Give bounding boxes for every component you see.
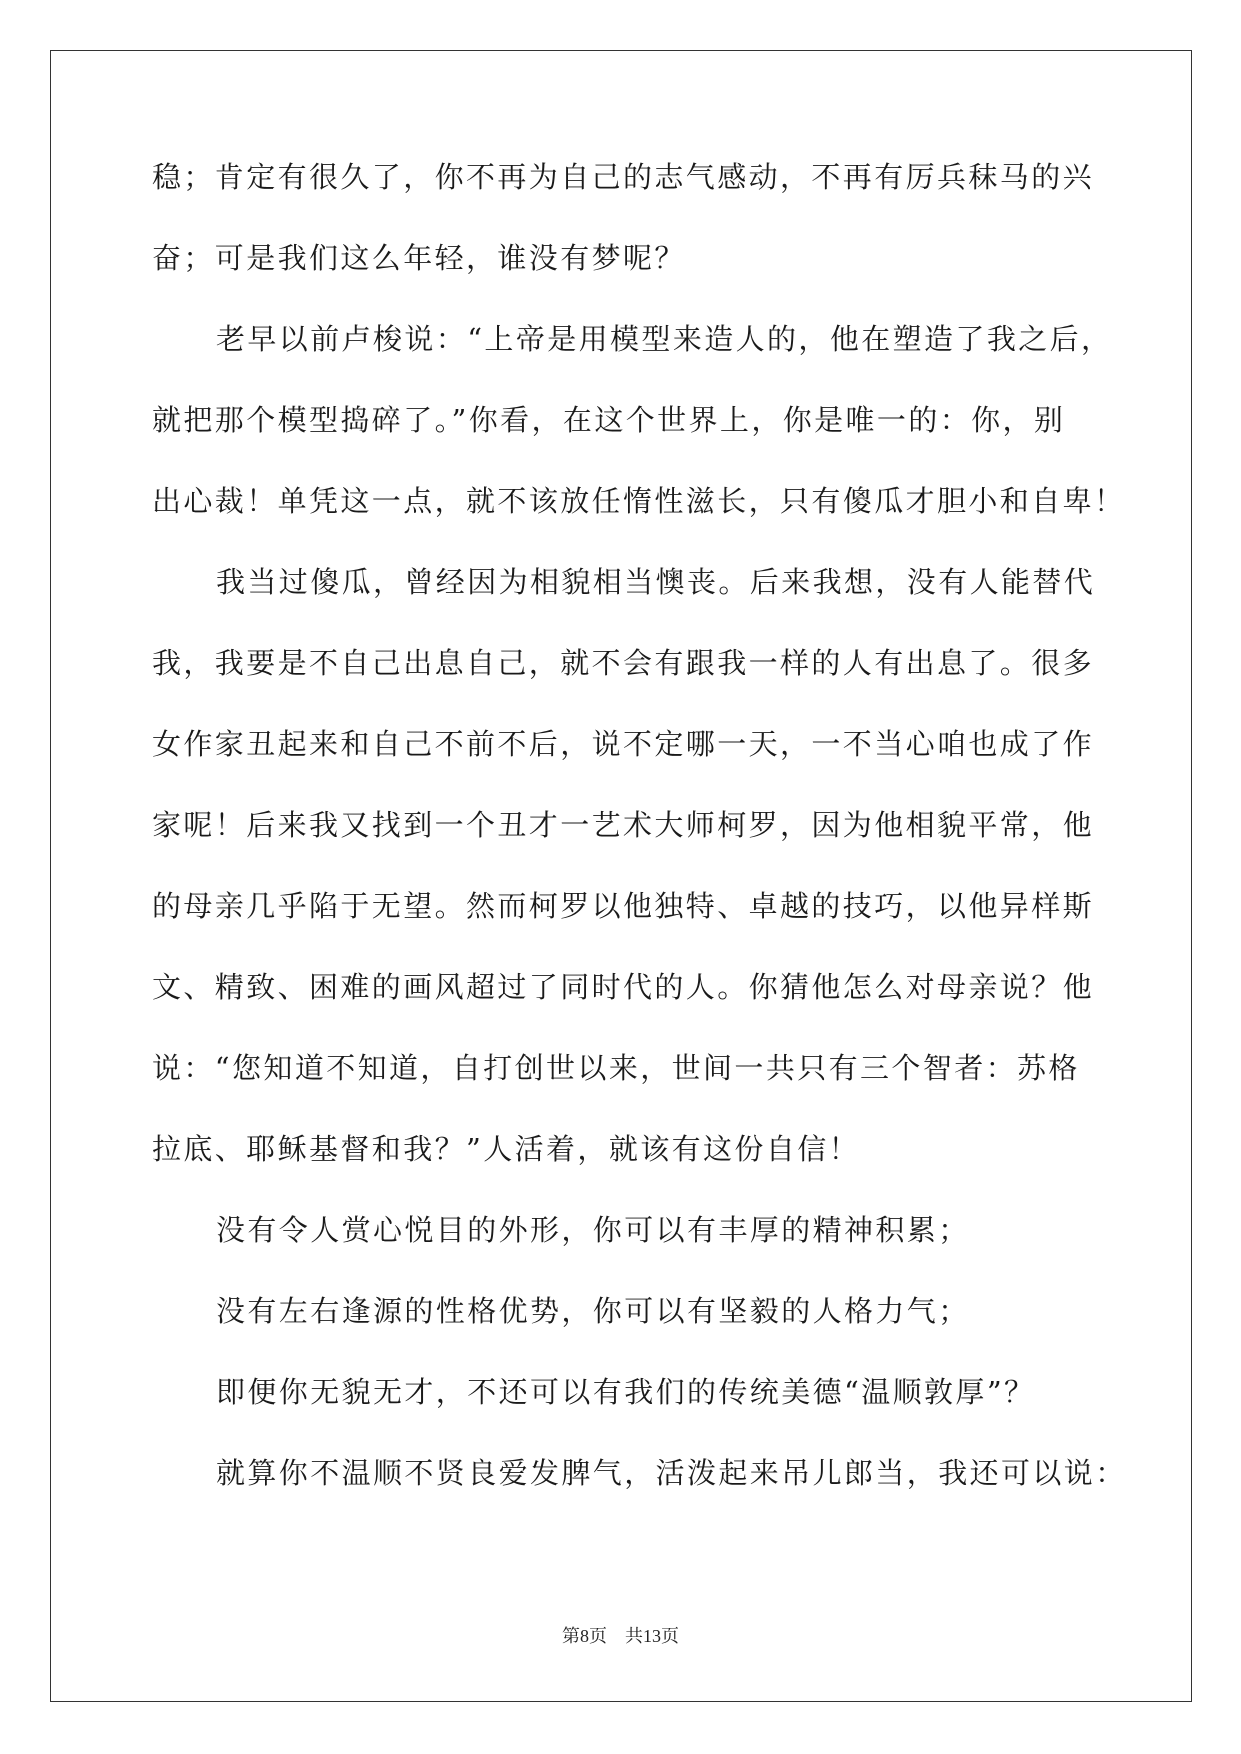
text-line: 奋；可是我们这么年轻，谁没有梦呢？ — [152, 241, 686, 275]
text-line: 的母亲几乎陷于无望。然而柯罗以他独特、卓越的技巧，以他异样斯 — [152, 889, 1095, 923]
paragraph-start-line: 老早以前卢梭说：“上帝是用模型来造人的，他在塑造了我之后， — [216, 322, 1113, 356]
paragraph-start-line: 就算你不温顺不贤良爱发脾气，活泼起来吊儿郎当，我还可以说： — [216, 1456, 1127, 1490]
paragraph-start-line: 没有令人赏心悦目的外形，你可以有丰厚的精神积累； — [216, 1213, 970, 1247]
total-pages: 共13页 — [625, 1626, 679, 1646]
text-line: 我，我要是不自己出息自己，就不会有跟我一样的人有出息了。很多 — [152, 646, 1095, 680]
paragraph-start-line: 我当过傻瓜，曾经因为相貌相当懊丧。后来我想，没有人能替代 — [216, 565, 1096, 599]
paragraph-start-line: 没有左右逢源的性格优势，你可以有坚毅的人格力气； — [216, 1294, 970, 1328]
page-number: 第8页 — [562, 1626, 607, 1646]
text-line: 文、精致、困难的画风超过了同时代的人。你猜他怎么对母亲说？他 — [152, 970, 1095, 1004]
page-footer — [0, 1622, 1241, 1648]
document-body — [152, 160, 1127, 1540]
text-line: 女作家丑起来和自己不前不后，说不定哪一天，一不当心咱也成了作 — [152, 727, 1095, 761]
text-line: 稳；肯定有很久了，你不再为自己的志气感动，不再有厉兵秣马的兴 — [152, 160, 1095, 194]
text-line: 拉底、耶稣基督和我？”人活着，就该有这份自信！ — [152, 1132, 861, 1166]
text-line: 就把那个模型捣碎了。”你看，在这个世界上，你是唯一的：你，别 — [152, 403, 1066, 437]
text-line: 家呢！后来我又找到一个丑才一艺术大师柯罗，因为他相貌平常，他 — [152, 808, 1095, 842]
text-line: 出心裁！单凭这一点，就不该放任惰性滋长，只有傻瓜才胆小和自卑！ — [152, 484, 1126, 518]
text-line: 说：“您知道不知道，自打创世以来，世间一共只有三个智者：苏格 — [152, 1051, 1080, 1085]
paragraph-start-line: 即便你无貌无才，不还可以有我们的传统美德“温顺敦厚”？ — [216, 1375, 1036, 1409]
